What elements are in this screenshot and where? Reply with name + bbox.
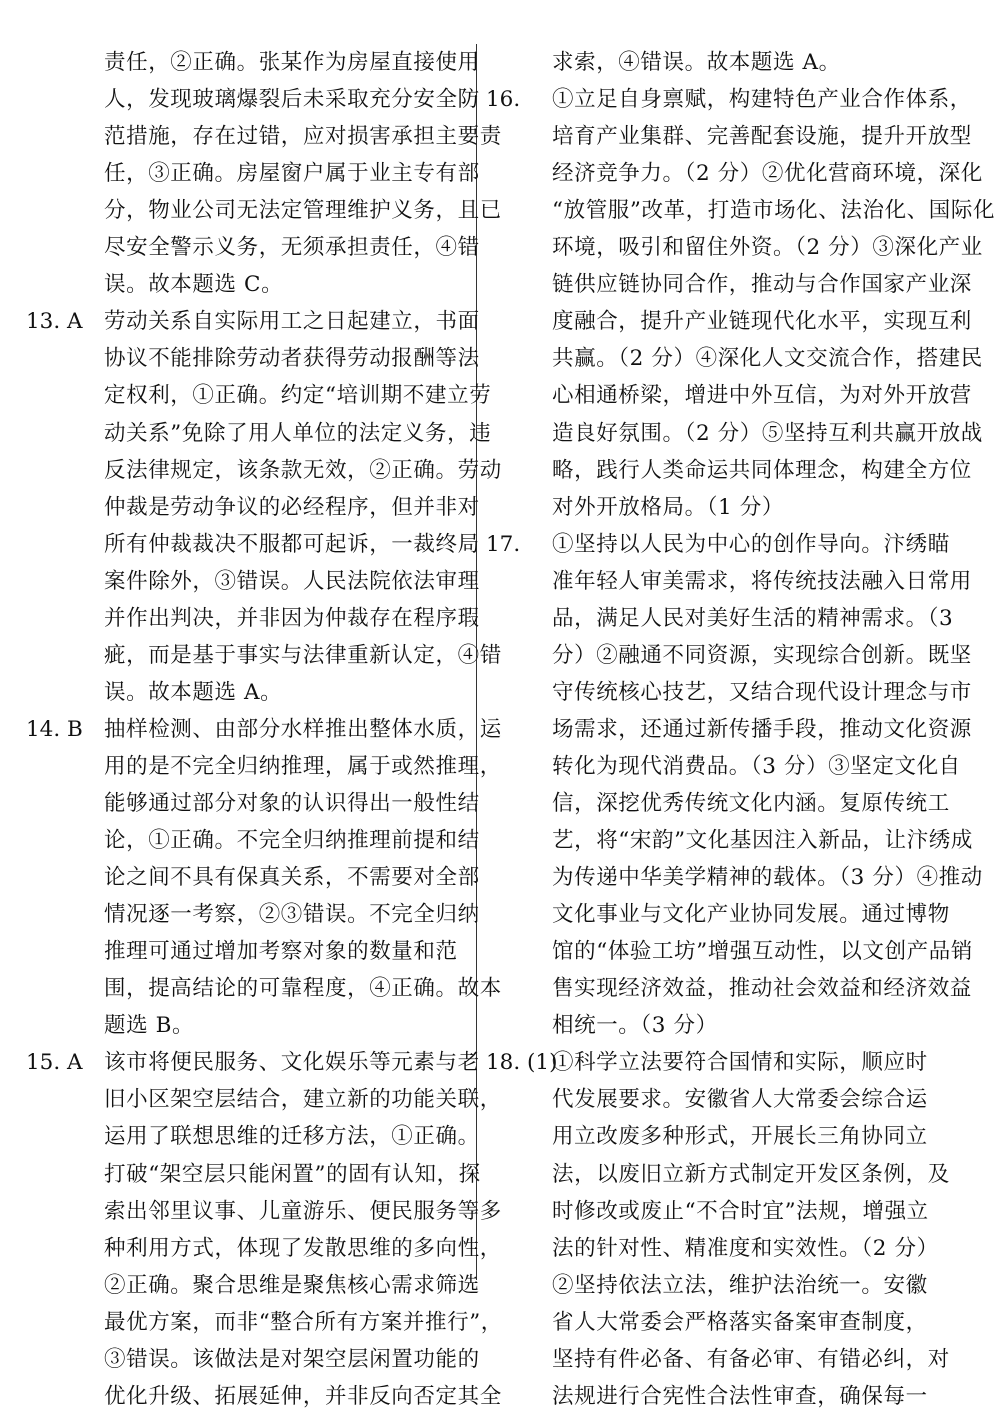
answer-text-line: 任，③正确。房屋窗户属于业主专有部 (104, 161, 480, 187)
answer-text-line: 推理可通过增加考察对象的数量和范 (104, 939, 458, 965)
answer-text-line: 种利用方式，体现了发散思维的多向性， (104, 1235, 502, 1261)
answer-text-line: 所有仲裁裁决不服都可起诉，一裁终局 (104, 531, 480, 557)
question-number-q16: 16. (486, 87, 521, 113)
answer-text-line: 该市将便民服务、文化娱乐等元素与老 (104, 1050, 480, 1076)
answer-text-line: 人，发现玻璃爆裂后未采取充分安全防 (104, 87, 480, 113)
answer-text-line: 定权利，①正确。约定“培训期不建立劳 (104, 383, 492, 409)
answer-text-line: 误。故本题选 A。 (104, 679, 283, 705)
answer-text-line: 对外开放格局。（1 分） (552, 494, 784, 520)
answer-text-line: 求索，④错误。故本题选 A。 (552, 50, 841, 75)
answer-text-line: 为传递中华美学精神的载体。（3 分）④推动 (552, 865, 983, 891)
answer-text-line: 协议不能排除劳动者获得劳动报酬等法 (104, 346, 480, 372)
question-number-q15: 15. A (26, 1050, 83, 1076)
answer-text-line: ①立足自身禀赋，构建特色产业合作体系， (552, 87, 972, 113)
answer-text-line: 能够通过部分对象的认识得出一般性结 (104, 791, 480, 816)
answer-text-line: 旧小区架空层结合，建立新的功能关联， (104, 1087, 502, 1113)
answer-text-line: 省人大常委会严格落实备案审查制度， (552, 1309, 928, 1335)
answer-text-line: 艺，将“宋韵”文化基因注入新品，让汴绣成 (552, 828, 973, 854)
answer-text-line: 最优方案，而非“整合所有方案并推行”， (104, 1309, 503, 1335)
answer-text-line: “放管服”改革，打造市场化、法治化、国际化 (552, 198, 995, 224)
answer-text-line: 疵，而是基于事实与法律重新认定，④错 (104, 642, 502, 668)
answer-text-line: 运用了联想思维的迁移方法，①正确。 (104, 1124, 480, 1150)
answer-text-line: 责任，②正确。张某作为房屋直接使用 (104, 50, 480, 75)
answer-text-line: 论之间不具有保真关系，不需要对全部 (104, 865, 480, 891)
answer-text-line: ②坚持依法立法，维护法治统一。安徽 (552, 1272, 928, 1298)
answer-text-line: 略，践行人类命运共同体理念，构建全方位 (552, 457, 972, 483)
answer-text-line: 劳动关系自实际用工之日起建立，书面 (104, 309, 480, 335)
answer-text-line: 时修改或废止“不合时宜”法规，增强立 (552, 1198, 929, 1224)
answer-text-line: 反法律规定，该条款无效，②正确。劳动 (104, 457, 502, 483)
answer-text-line: 动关系”免除了用人单位的法定义务，违 (104, 420, 492, 446)
question-number-q14: 14. B (26, 716, 83, 742)
answer-text-line: 范措施，存在过错，应对损害承担主要责 (104, 124, 502, 150)
answer-text-line: 分）②融通不同资源，实现综合创新。既坚 (552, 642, 972, 668)
answer-text-line: 误。故本题选 C。 (104, 272, 284, 298)
answer-text-line: 信，深挖优秀传统文化内涵。复原传统工 (552, 791, 950, 816)
answer-text-line: 优化升级、拓展延伸，并非反向否定其全 (104, 1383, 502, 1409)
answer-text-line: 造良好氛围。（2 分）⑤坚持互利共赢开放战 (552, 420, 983, 446)
answer-text-line: 培育产业集群、完善配套设施，提升开放型 (552, 124, 972, 150)
answer-text-line: 案件除外，③错误。人民法院依法审理 (104, 568, 480, 594)
answer-text-line: 文化事业与文化产业协同发展。通过博物 (552, 902, 950, 928)
answer-text-line: 围，提高结论的可靠程度，④正确。故本 (104, 976, 502, 1002)
answer-text-line: 打破“架空层只能闲置”的固有认知，探 (104, 1161, 481, 1187)
answer-text-line: ①科学立法要符合国情和实际，顺应时 (552, 1050, 928, 1076)
question-number-q18: 18. (1) (486, 1050, 558, 1076)
answer-text-line: ③错误。该做法是对架空层闲置功能的 (104, 1346, 480, 1372)
question-number-q13: 13. A (26, 309, 83, 335)
answer-text-line: 用立改废多种形式，开展长三角协同立 (552, 1124, 928, 1150)
question-number-q17: 17. (486, 531, 521, 557)
answer-text-line: ①坚持以人民为中心的创作导向。汴绣瞄 (552, 531, 950, 557)
answer-text-line: 环境，吸引和留住外资。（2 分）③深化产业 (552, 235, 983, 261)
answer-text-line: 场需求，还通过新传播手段，推动文化资源 (552, 716, 972, 742)
answer-text-line: 相统一。（3 分） (552, 1013, 718, 1039)
answer-text-line: 心相通桥梁，增进中外互信，为对外开放营 (552, 383, 972, 409)
answer-text-line: 分，物业公司无法定管理维护义务，且已 (104, 198, 502, 224)
answer-text-line: 论，①正确。不完全归纳推理前提和结 (104, 828, 480, 854)
answer-text-line: 仲裁是劳动争议的必经程序，但并非对 (104, 494, 480, 520)
answer-text-line: 索出邻里议事、儿童游乐、便民服务等多 (104, 1198, 502, 1224)
answer-text-line: 准年轻人审美需求，将传统技法融入日常用 (552, 568, 972, 594)
answer-text-line: 尽安全警示义务，无须承担责任，④错 (104, 235, 480, 261)
answer-text-line: 法的针对性、精准度和实效性。（2 分） (552, 1235, 939, 1261)
answer-text-line: 抽样检测、由部分水样推出整体水质，运 (104, 716, 502, 742)
answer-text-line: 题选 B。 (104, 1013, 195, 1039)
answer-text-line: 情况逐一考察，②③错误。不完全归纳 (104, 902, 480, 928)
answer-text-line: ②正确。聚合思维是聚焦核心需求筛选 (104, 1272, 480, 1298)
answer-text-line: 品，满足人民对美好生活的精神需求。（3 (552, 605, 954, 631)
answer-text-line: 并作出判决，并非因为仲裁存在程序瑕 (104, 605, 480, 631)
answer-text-line: 转化为现代消费品。（3 分）③坚定文化自 (552, 753, 961, 779)
answer-text-line: 坚持有件必备、有备必审、有错必纠，对 (552, 1346, 950, 1372)
answer-text-line: 度融合，提升产业链现代化水平，实现互利 (552, 309, 972, 335)
answer-text-line: 经济竞争力。（2 分）②优化营商环境，深化 (552, 161, 983, 187)
answer-text-line: 用的是不完全归纳推理，属于或然推理， (104, 753, 502, 779)
answer-text-line: 代发展要求。安徽省人大常委会综合运 (552, 1087, 928, 1113)
answer-text-line: 法，以废旧立新方式制定开发区条例，及 (552, 1161, 950, 1187)
answer-text-line: 共赢。（2 分）④深化人文交流合作，搭建民 (552, 346, 983, 372)
answer-text-line: 链供应链协同合作，推动与合作国家产业深 (552, 272, 972, 298)
answer-text-line: 守传统核心技艺，又结合现代设计理念与市 (552, 679, 972, 705)
answer-text-line: 法规进行合宪性合法性审查，确保每一 (552, 1383, 928, 1409)
answer-text-line: 馆的“体验工坊”增强互动性，以文创产品销 (552, 939, 973, 965)
answer-text-line: 售实现经济效益，推动社会效益和经济效益 (552, 976, 972, 1002)
